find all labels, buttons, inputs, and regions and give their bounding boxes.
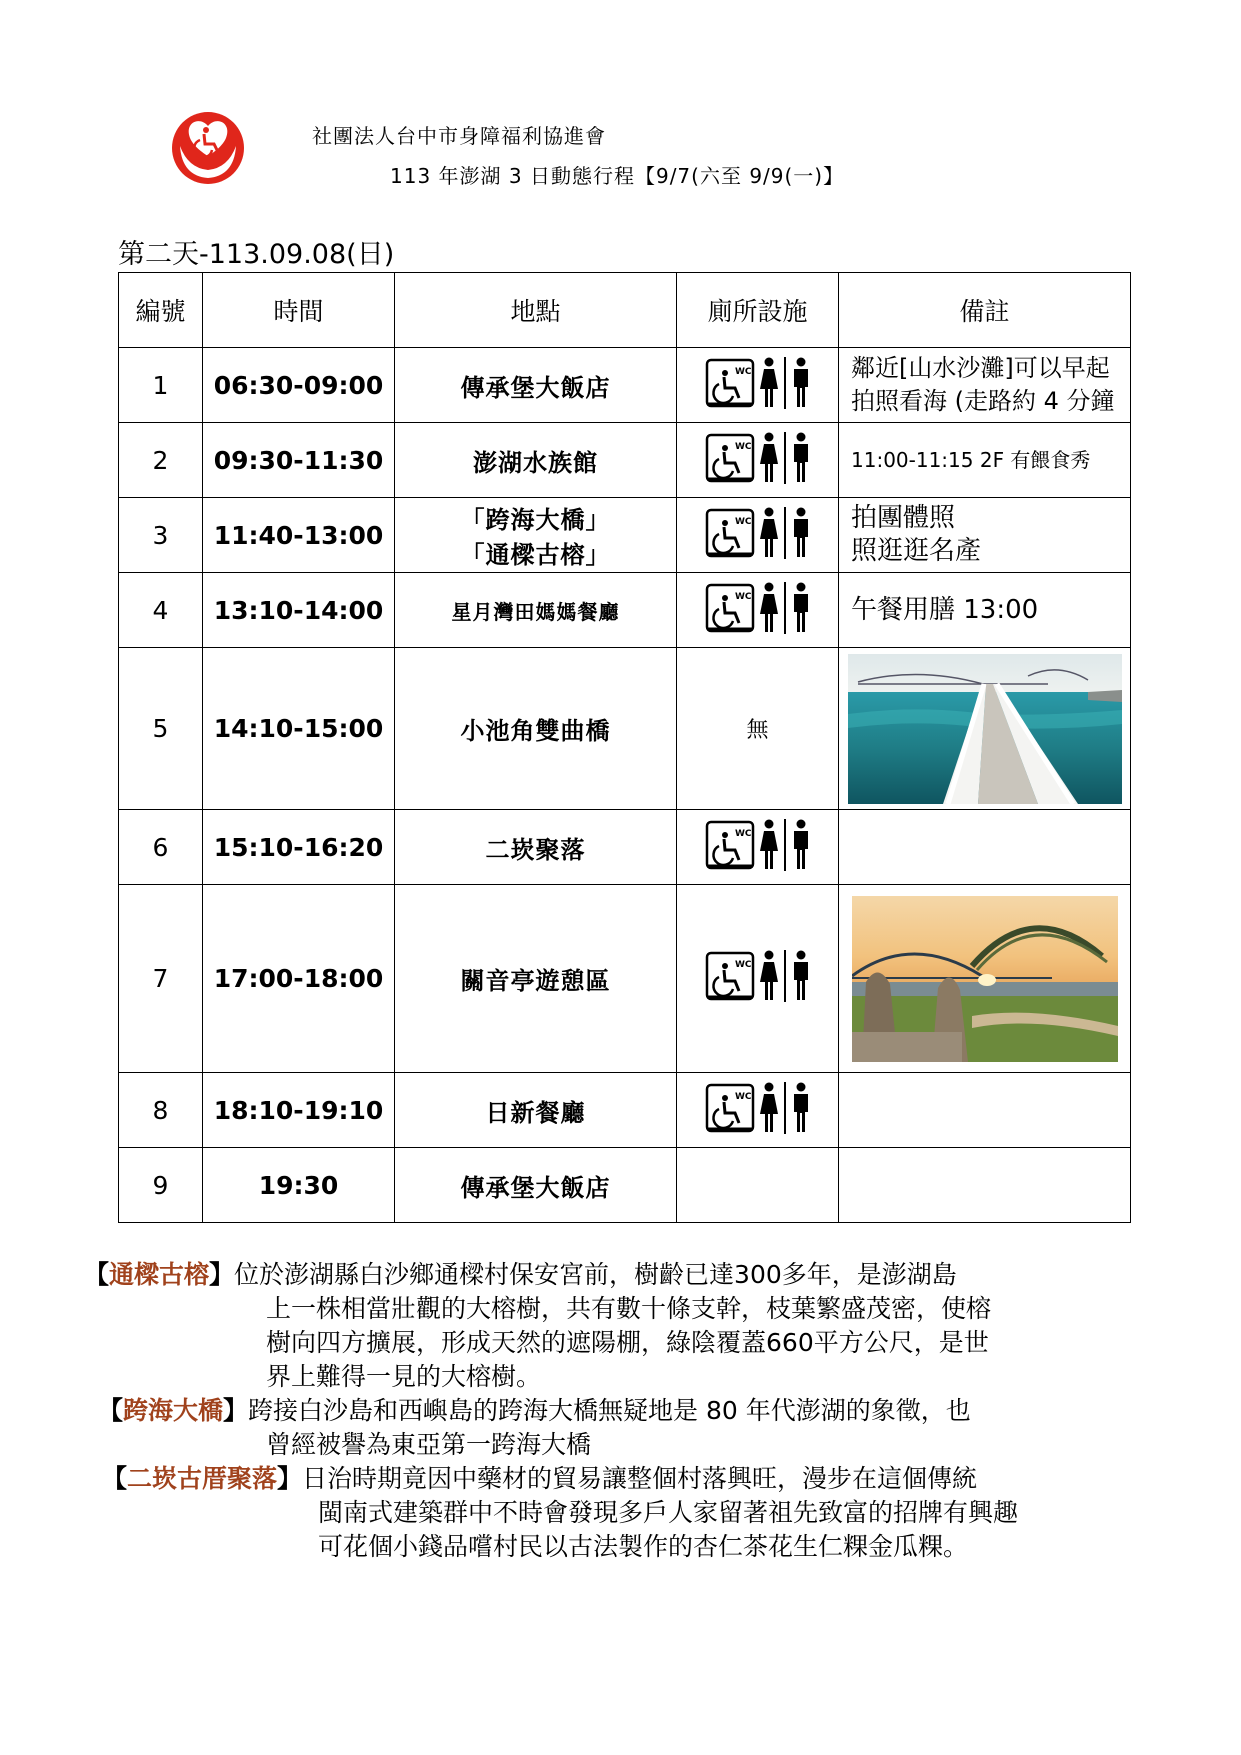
row-note: 11:00-11:15 2F 有餵食秀 (839, 423, 1131, 498)
toilet-facilities (677, 348, 839, 423)
association-logo (170, 110, 246, 186)
toilet-facilities (677, 423, 839, 498)
row-number: 6 (119, 810, 203, 885)
male-toilet-icon (791, 950, 811, 1002)
svg-text:WC: WC (734, 441, 752, 452)
toilet-divider-icon (783, 582, 787, 634)
table-row (119, 1148, 1131, 1223)
place-line: 「通樑古榕」 (460, 541, 611, 569)
row-note (839, 810, 1131, 885)
row-note: 午餐用膳 13:00 (839, 573, 1131, 648)
row-note (839, 348, 1131, 423)
row-note (839, 885, 1131, 1073)
toilet-divider-icon (783, 357, 787, 409)
organization-name: 社團法人台中市身障福利協進會 (312, 124, 606, 148)
male-toilet-icon (791, 1082, 811, 1134)
row-number: 1 (119, 348, 203, 423)
toilet-facilities (677, 1148, 839, 1223)
row-time: 19:30 (203, 1148, 395, 1223)
female-toilet-icon (759, 582, 779, 634)
row-number: 3 (119, 498, 203, 573)
svg-text:WC: WC (734, 366, 752, 377)
toilet-divider-icon (783, 1082, 787, 1134)
row-note (839, 1148, 1131, 1223)
female-toilet-icon (759, 507, 779, 559)
row-place: 日新餐廳 (395, 1073, 677, 1148)
toilet-facilities (677, 1073, 839, 1148)
toilet-facilities (677, 573, 839, 648)
female-toilet-icon (759, 432, 779, 484)
row-note (839, 648, 1131, 810)
column-header-time: 時間 (203, 273, 395, 348)
row-place: 二崁聚落 (395, 810, 677, 885)
trip-title: 113 年澎湖 3 日動態行程【9/7(六至 9/9(一)】 (390, 164, 845, 188)
row-number: 5 (119, 648, 203, 810)
column-header-number: 編號 (119, 273, 203, 348)
table-row (119, 423, 1131, 498)
note-line: 鄰近[山水沙灘]可以早起 (851, 354, 1110, 382)
wheelchair-wc-icon (705, 433, 755, 483)
table-header-row (119, 273, 1131, 348)
note-line: 拍照看海 (走路約 4 分鐘 (851, 387, 1115, 415)
table-row (119, 498, 1131, 573)
place-line: 「跨海大橋」 (460, 506, 611, 534)
row-time: 11:40-13:00 (203, 498, 395, 573)
row-time: 18:10-19:10 (203, 1073, 395, 1148)
note-line: 照逛逛名產 (851, 536, 982, 566)
table-row (119, 573, 1131, 648)
male-toilet-icon (791, 357, 811, 409)
wheelchair-wc-icon (705, 583, 755, 633)
svg-text:WC: WC (734, 828, 752, 839)
note-text: 界上難得一見的大榕樹。 (266, 1362, 542, 1391)
svg-text:WC: WC (734, 960, 752, 970)
note-text: 曾經被譽為東亞第一跨海大橋 (266, 1430, 592, 1459)
note-text: 上一株相當壯觀的大榕樹，共有數十條支幹，枝葉繁盛茂密，使榕 (266, 1294, 992, 1323)
note-text: 閩南式建築群中不時會發現多戶人家留著祖先致富的招牌有興趣 (318, 1498, 1019, 1527)
attraction-notes (84, 1258, 1144, 1564)
note-item: 【跨海大橋】跨接白沙島和西嶼島的跨海大橋無疑地是 80 年代澎湖的象徵，也 曾經被譽為東亞第一跨海大橋 (98, 1394, 1144, 1462)
row-place: 傳承堡大飯店 (395, 348, 677, 423)
note-text: 跨接白沙島和西嶼島的跨海大橋無疑地是 80 年代澎湖的象徵，也 (248, 1396, 971, 1425)
row-time: 17:00-18:00 (203, 885, 395, 1073)
note-text: 可花個小錢品嚐村民以古法製作的杏仁茶花生仁粿金瓜粿。 (318, 1532, 969, 1561)
wheelchair-wc-icon (705, 508, 755, 558)
row-place: 關音亭遊憩區 (395, 885, 677, 1073)
female-toilet-icon (759, 1082, 779, 1134)
row-time: 13:10-14:00 (203, 573, 395, 648)
note-term: 通樑古榕 (109, 1260, 210, 1289)
row-place: 澎湖水族館 (395, 423, 677, 498)
svg-text:WC: WC (734, 516, 752, 527)
day-title: 第二天-113.09.08(日) (118, 239, 395, 270)
female-toilet-icon (759, 950, 779, 1002)
svg-text:WC: WC (734, 1091, 752, 1102)
note-line: 拍團體照 (851, 503, 956, 533)
column-header-notes: 備註 (839, 273, 1131, 348)
table-row (119, 1073, 1131, 1148)
row-number: 4 (119, 573, 203, 648)
row-note (839, 498, 1131, 573)
male-toilet-icon (791, 582, 811, 634)
row-number: 2 (119, 423, 203, 498)
toilet-facilities (677, 885, 839, 1073)
table-row (119, 648, 1131, 810)
row-place: 小池角雙曲橋 (395, 648, 677, 810)
toilet-facilities (677, 810, 839, 885)
table-row (119, 885, 1131, 1073)
toilet-divider-icon (783, 507, 787, 559)
row-time: 06:30-09:00 (203, 348, 395, 423)
row-place (395, 498, 677, 573)
wheelchair-wc-icon (705, 1083, 755, 1133)
row-time: 15:10-16:20 (203, 810, 395, 885)
note-term: 跨海大橋 (123, 1396, 224, 1425)
note-text: 日治時期竟因中藥材的貿易讓整個村落興旺，漫步在這個傳統 (302, 1464, 978, 1493)
row-time: 09:30-11:30 (203, 423, 395, 498)
row-number: 9 (119, 1148, 203, 1223)
male-toilet-icon (791, 507, 811, 559)
toilet-divider-icon (783, 819, 787, 871)
schedule-table (118, 272, 1131, 1223)
svg-text:WC: WC (734, 591, 752, 602)
note-text: 樹向四方擴展，形成天然的遮陽棚，綠陰覆蓋660平方公尺，是世 (266, 1328, 989, 1357)
row-time: 14:10-15:00 (203, 648, 395, 810)
female-toilet-icon (759, 357, 779, 409)
toilet-facilities (677, 498, 839, 573)
toilet-divider-icon (783, 432, 787, 484)
toilet-divider-icon (783, 950, 787, 1002)
row-number: 7 (119, 885, 203, 1073)
male-toilet-icon (791, 432, 811, 484)
wheelchair-wc-icon (705, 951, 755, 1001)
column-header-place: 地點 (395, 273, 677, 348)
table-row (119, 810, 1131, 885)
column-header-toilet: 廁所設施 (677, 273, 839, 348)
note-text: 位於澎湖縣白沙鄉通樑村保安宮前，樹齡已達300多年，是澎湖島 (234, 1260, 957, 1289)
row-place: 傳承堡大飯店 (395, 1148, 677, 1223)
row-number: 8 (119, 1073, 203, 1148)
wheelchair-wc-icon (705, 820, 755, 870)
note-item: 【二崁古厝聚落】日治時期竟因中藥材的貿易讓整個村落興旺，漫步在這個傳統 閩南式建築群中不時會發現多戶人家留著祖先致富的招牌有興趣 可花個小錢品嚐村民以古法製作的杏仁茶花生仁粿金瓜粿。 (102, 1462, 1144, 1564)
note-item: 【通樑古榕】位於澎湖縣白沙鄉通樑村保安宮前，樹齡已達300多年，是澎湖島 上一株相當壯觀的大榕樹，共有數十條支幹，枝葉繁盛茂密，使榕 樹向四方擴展，形成天然的遮陽棚，綠陰覆蓋660平方公尺，是世 界上難得一見的大榕樹。 (84, 1258, 1144, 1394)
toilet-facilities: 無 (677, 648, 839, 810)
male-toilet-icon (791, 819, 811, 871)
wheelchair-wc-icon (705, 358, 755, 408)
note-term: 二崁古厝聚落 (127, 1464, 278, 1493)
guanyin-photo (852, 896, 1118, 1062)
row-note (839, 1073, 1131, 1148)
row-place: 星月灣田媽媽餐廳 (395, 573, 677, 648)
table-row (119, 348, 1131, 423)
female-toilet-icon (759, 819, 779, 871)
bridge-photo (848, 654, 1122, 804)
